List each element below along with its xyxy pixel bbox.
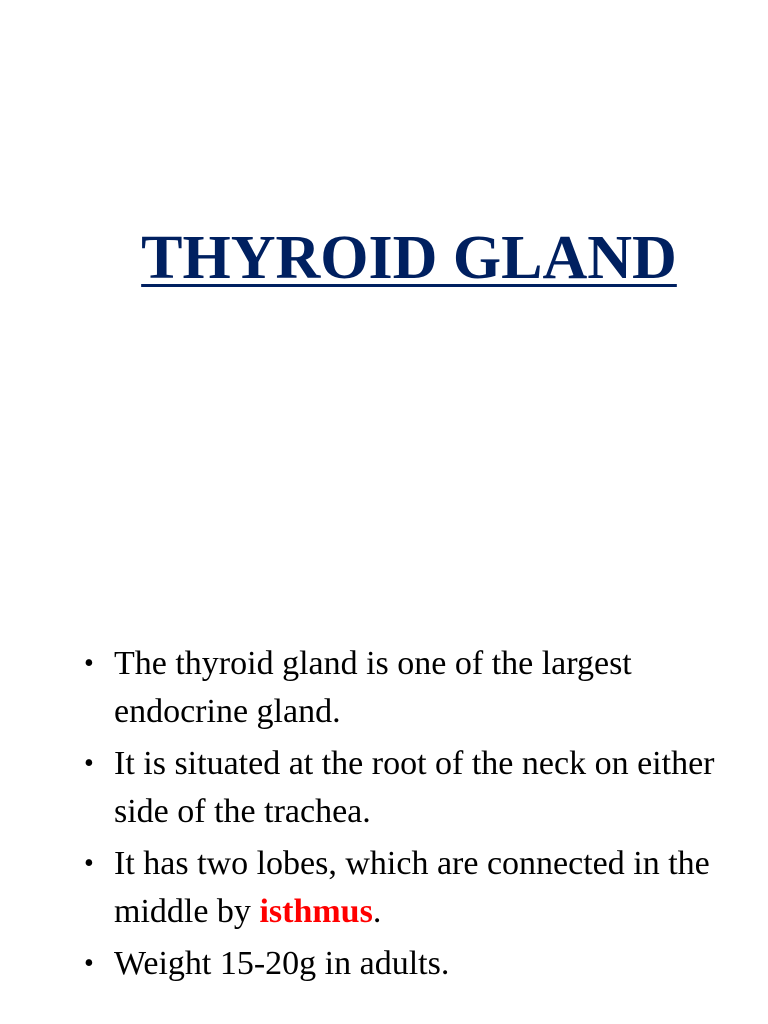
bullet-item: [80, 640, 720, 736]
bullet-item: [80, 740, 720, 836]
bullet-text-after: .: [372, 893, 382, 930]
bullet-icon: •: [84, 948, 94, 979]
bullet-item: [80, 940, 720, 988]
bullet-list: [80, 640, 720, 992]
bullet-item: [80, 840, 720, 936]
bullet-icon: •: [84, 748, 94, 779]
bullet-text-before: It has two lobes, which are connected in the middle by: [114, 845, 710, 930]
bullet-text: The thyroid gland is one of the largest endocrine gland.: [114, 645, 632, 730]
slide-title: THYROID GLAND: [141, 224, 677, 292]
bullet-text: It is situated at the root of the neck on either side of the trachea.: [114, 745, 715, 830]
bullet-icon: •: [84, 848, 94, 879]
highlight-term-isthmus: isthmus: [259, 893, 373, 930]
bullet-text: Weight 15-20g in adults.: [114, 945, 450, 982]
bullet-icon: •: [84, 648, 94, 679]
